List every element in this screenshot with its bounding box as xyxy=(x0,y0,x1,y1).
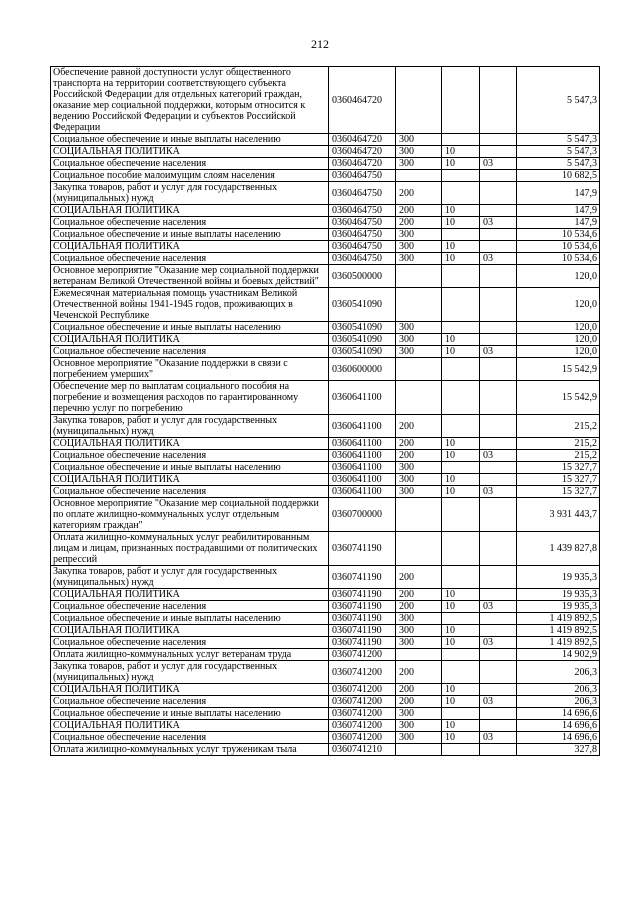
table-row xyxy=(51,158,600,170)
row-vr-cell: 300 xyxy=(396,229,442,241)
row-vr-cell: 200 xyxy=(396,205,442,217)
row-vr-cell: 200 xyxy=(396,601,442,613)
row-vr-cell: 300 xyxy=(396,613,442,625)
row-sum-cell: 1 419 892,5 xyxy=(517,637,600,649)
table-row xyxy=(51,486,600,498)
row-pr-cell: 03 xyxy=(480,253,517,265)
row-pr-cell xyxy=(480,415,517,438)
row-rz-cell xyxy=(442,649,480,661)
row-pr-cell xyxy=(480,498,517,532)
row-rz-cell xyxy=(442,744,480,756)
row-pr-cell xyxy=(480,649,517,661)
row-code-cell: 0360641100 xyxy=(329,438,396,450)
row-sum-cell: 15 542,9 xyxy=(517,358,600,381)
table-row xyxy=(51,532,600,566)
row-vr-cell: 300 xyxy=(396,486,442,498)
row-name-cell: СОЦИАЛЬНАЯ ПОЛИТИКА xyxy=(51,205,329,217)
row-pr-cell xyxy=(480,613,517,625)
row-sum-cell: 147,9 xyxy=(517,205,600,217)
row-code-cell: 0360641100 xyxy=(329,462,396,474)
row-sum-cell: 215,2 xyxy=(517,438,600,450)
row-code-cell: 0360641100 xyxy=(329,450,396,462)
row-name-cell: Закупка товаров, работ и услуг для государственных (муниципальных) нужд xyxy=(51,182,329,205)
row-rz-cell xyxy=(442,462,480,474)
row-name-cell: Социальное обеспечение населения xyxy=(51,637,329,649)
row-name-cell: Социальное обеспечение и иные выплаты населению xyxy=(51,708,329,720)
row-pr-cell xyxy=(480,474,517,486)
row-rz-cell xyxy=(442,358,480,381)
row-code-cell: 0360700000 xyxy=(329,498,396,532)
row-code-cell: 0360464750 xyxy=(329,229,396,241)
row-rz-cell: 10 xyxy=(442,217,480,229)
row-code-cell: 0360741200 xyxy=(329,720,396,732)
row-code-cell: 0360464750 xyxy=(329,205,396,217)
row-vr-cell xyxy=(396,265,442,288)
table-row xyxy=(51,253,600,265)
row-name-cell: Социальное обеспечение и иные выплаты населению xyxy=(51,613,329,625)
row-vr-cell: 300 xyxy=(396,720,442,732)
row-rz-cell: 10 xyxy=(442,625,480,637)
row-code-cell: 0360641100 xyxy=(329,381,396,415)
row-rz-cell xyxy=(442,67,480,134)
row-pr-cell: 03 xyxy=(480,346,517,358)
row-name-cell: Закупка товаров, работ и услуг для государственных (муниципальных) нужд xyxy=(51,566,329,589)
row-rz-cell xyxy=(442,381,480,415)
table-row xyxy=(51,566,600,589)
row-rz-cell xyxy=(442,322,480,334)
table-row xyxy=(51,334,600,346)
row-code-cell: 0360464720 xyxy=(329,134,396,146)
table-row xyxy=(51,613,600,625)
row-code-cell: 0360641100 xyxy=(329,474,396,486)
row-pr-cell xyxy=(480,358,517,381)
row-pr-cell xyxy=(480,288,517,322)
row-sum-cell: 147,9 xyxy=(517,217,600,229)
row-sum-cell: 3 931 443,7 xyxy=(517,498,600,532)
row-code-cell: 0360741200 xyxy=(329,708,396,720)
row-code-cell: 0360741200 xyxy=(329,661,396,684)
row-pr-cell xyxy=(480,182,517,205)
row-pr-cell xyxy=(480,205,517,217)
row-rz-cell xyxy=(442,498,480,532)
row-rz-cell: 10 xyxy=(442,486,480,498)
row-code-cell: 0360541090 xyxy=(329,288,396,322)
row-vr-cell: 300 xyxy=(396,346,442,358)
row-pr-cell xyxy=(480,322,517,334)
row-name-cell: Оплата жилищно-коммунальных услуг труженикам тыла xyxy=(51,744,329,756)
row-sum-cell: 120,0 xyxy=(517,322,600,334)
row-pr-cell xyxy=(480,241,517,253)
row-sum-cell: 120,0 xyxy=(517,265,600,288)
row-pr-cell xyxy=(480,265,517,288)
row-sum-cell: 206,3 xyxy=(517,696,600,708)
table-row xyxy=(51,732,600,744)
row-vr-cell: 300 xyxy=(396,732,442,744)
row-rz-cell: 10 xyxy=(442,637,480,649)
row-rz-cell: 10 xyxy=(442,696,480,708)
row-sum-cell: 1 419 892,5 xyxy=(517,625,600,637)
row-vr-cell xyxy=(396,532,442,566)
row-sum-cell: 19 935,3 xyxy=(517,566,600,589)
table-row xyxy=(51,381,600,415)
table-row xyxy=(51,322,600,334)
row-pr-cell xyxy=(480,708,517,720)
row-name-cell: Обеспечение мер по выплатам социального пособия на погребение и возмещения расходов по гарантированному перечню услуг по погребению xyxy=(51,381,329,415)
row-rz-cell xyxy=(442,265,480,288)
row-name-cell: СОЦИАЛЬНАЯ ПОЛИТИКА xyxy=(51,146,329,158)
table-row xyxy=(51,288,600,322)
row-pr-cell: 03 xyxy=(480,217,517,229)
row-name-cell: Социальное обеспечение и иные выплаты населению xyxy=(51,322,329,334)
row-sum-cell: 5 547,3 xyxy=(517,146,600,158)
row-name-cell: СОЦИАЛЬНАЯ ПОЛИТИКА xyxy=(51,589,329,601)
table-row xyxy=(51,720,600,732)
row-sum-cell: 120,0 xyxy=(517,346,600,358)
row-name-cell: СОЦИАЛЬНАЯ ПОЛИТИКА xyxy=(51,438,329,450)
row-code-cell: 0360741190 xyxy=(329,613,396,625)
row-pr-cell xyxy=(480,720,517,732)
row-sum-cell: 19 935,3 xyxy=(517,601,600,613)
row-name-cell: Оплата жилищно-коммунальных услуг реабилитированным лицам и лицам, признанных пострадавшими от политических репрессий xyxy=(51,532,329,566)
row-name-cell: Оплата жилищно-коммунальных услуг ветеранам труда xyxy=(51,649,329,661)
row-sum-cell: 15 542,9 xyxy=(517,381,600,415)
table-row xyxy=(51,170,600,182)
row-code-cell: 0360500000 xyxy=(329,265,396,288)
row-pr-cell xyxy=(480,661,517,684)
row-pr-cell xyxy=(480,67,517,134)
row-code-cell: 0360741200 xyxy=(329,732,396,744)
row-vr-cell: 200 xyxy=(396,450,442,462)
row-pr-cell: 03 xyxy=(480,732,517,744)
row-name-cell: Закупка товаров, работ и услуг для государственных (муниципальных) нужд xyxy=(51,661,329,684)
row-rz-cell xyxy=(442,566,480,589)
row-code-cell: 0360741190 xyxy=(329,637,396,649)
row-sum-cell: 120,0 xyxy=(517,334,600,346)
row-rz-cell: 10 xyxy=(442,732,480,744)
row-rz-cell xyxy=(442,708,480,720)
row-code-cell: 0360541090 xyxy=(329,322,396,334)
row-rz-cell: 10 xyxy=(442,684,480,696)
row-code-cell: 0360741190 xyxy=(329,625,396,637)
row-pr-cell xyxy=(480,625,517,637)
row-rz-cell: 10 xyxy=(442,253,480,265)
row-pr-cell xyxy=(480,134,517,146)
row-sum-cell: 1 419 892,5 xyxy=(517,613,600,625)
row-sum-cell: 15 327,7 xyxy=(517,486,600,498)
table-row xyxy=(51,67,600,134)
row-code-cell: 0360641100 xyxy=(329,415,396,438)
row-vr-cell: 200 xyxy=(396,684,442,696)
row-name-cell: Социальное обеспечение и иные выплаты населению xyxy=(51,229,329,241)
row-rz-cell xyxy=(442,661,480,684)
row-vr-cell: 300 xyxy=(396,134,442,146)
row-rz-cell xyxy=(442,182,480,205)
row-name-cell: СОЦИАЛЬНАЯ ПОЛИТИКА xyxy=(51,720,329,732)
row-name-cell: Социальное обеспечение и иные выплаты населению xyxy=(51,462,329,474)
row-sum-cell: 206,3 xyxy=(517,684,600,696)
page-number: 212 xyxy=(311,37,329,51)
table-row xyxy=(51,358,600,381)
row-code-cell: 0360741190 xyxy=(329,566,396,589)
row-name-cell: Социальное пособие малоимущим слоям населения xyxy=(51,170,329,182)
row-rz-cell: 10 xyxy=(442,589,480,601)
row-sum-cell: 19 935,3 xyxy=(517,589,600,601)
row-sum-cell: 10 534,6 xyxy=(517,253,600,265)
row-pr-cell xyxy=(480,229,517,241)
row-code-cell: 0360464750 xyxy=(329,241,396,253)
table-row xyxy=(51,229,600,241)
row-code-cell: 0360741190 xyxy=(329,589,396,601)
row-sum-cell: 1 439 827,8 xyxy=(517,532,600,566)
row-name-cell: СОЦИАЛЬНАЯ ПОЛИТИКА xyxy=(51,625,329,637)
row-pr-cell xyxy=(480,566,517,589)
row-pr-cell xyxy=(480,684,517,696)
row-vr-cell: 300 xyxy=(396,474,442,486)
table-row xyxy=(51,241,600,253)
row-name-cell: Социальное обеспечение населения xyxy=(51,601,329,613)
table-row xyxy=(51,684,600,696)
row-vr-cell: 300 xyxy=(396,146,442,158)
row-vr-cell: 300 xyxy=(396,462,442,474)
row-rz-cell xyxy=(442,288,480,322)
row-code-cell: 0360600000 xyxy=(329,358,396,381)
row-rz-cell: 10 xyxy=(442,438,480,450)
row-pr-cell xyxy=(480,334,517,346)
row-vr-cell xyxy=(396,649,442,661)
row-vr-cell: 200 xyxy=(396,438,442,450)
row-rz-cell: 10 xyxy=(442,720,480,732)
budget-table xyxy=(50,66,600,756)
table-row xyxy=(51,415,600,438)
table-row xyxy=(51,696,600,708)
row-sum-cell: 327,8 xyxy=(517,744,600,756)
row-name-cell: Социальное обеспечение населения xyxy=(51,732,329,744)
row-code-cell: 0360464750 xyxy=(329,170,396,182)
row-sum-cell: 10 534,6 xyxy=(517,241,600,253)
row-sum-cell: 215,2 xyxy=(517,415,600,438)
row-rz-cell: 10 xyxy=(442,346,480,358)
row-code-cell: 0360641100 xyxy=(329,486,396,498)
row-rz-cell: 10 xyxy=(442,450,480,462)
table-row xyxy=(51,625,600,637)
table-row xyxy=(51,474,600,486)
row-pr-cell: 03 xyxy=(480,158,517,170)
row-pr-cell xyxy=(480,146,517,158)
row-sum-cell: 14 696,6 xyxy=(517,720,600,732)
row-sum-cell: 120,0 xyxy=(517,288,600,322)
row-vr-cell xyxy=(396,744,442,756)
row-vr-cell xyxy=(396,67,442,134)
row-code-cell: 0360741200 xyxy=(329,696,396,708)
row-name-cell: СОЦИАЛЬНАЯ ПОЛИТИКА xyxy=(51,474,329,486)
row-vr-cell xyxy=(396,288,442,322)
table-row xyxy=(51,146,600,158)
row-code-cell: 0360464750 xyxy=(329,182,396,205)
table-row xyxy=(51,649,600,661)
row-vr-cell: 200 xyxy=(396,182,442,205)
row-name-cell: Социальное обеспечение населения xyxy=(51,450,329,462)
row-name-cell: Социальное обеспечение населения xyxy=(51,696,329,708)
row-sum-cell: 15 327,7 xyxy=(517,462,600,474)
row-vr-cell: 200 xyxy=(396,589,442,601)
row-vr-cell: 200 xyxy=(396,696,442,708)
row-vr-cell: 200 xyxy=(396,415,442,438)
row-rz-cell xyxy=(442,532,480,566)
table-row xyxy=(51,601,600,613)
table-row xyxy=(51,346,600,358)
row-name-cell: Социальное обеспечение населения xyxy=(51,486,329,498)
row-vr-cell: 300 xyxy=(396,637,442,649)
row-code-cell: 0360741200 xyxy=(329,649,396,661)
row-name-cell: СОЦИАЛЬНАЯ ПОЛИТИКА xyxy=(51,241,329,253)
row-name-cell: Ежемесячная материальная помощь участникам Великой Отечественной войны 1941-1945 годов, проживающих в Чеченской Республике xyxy=(51,288,329,322)
row-rz-cell: 10 xyxy=(442,241,480,253)
row-name-cell: Социальное обеспечение населения xyxy=(51,158,329,170)
row-rz-cell: 10 xyxy=(442,474,480,486)
row-vr-cell xyxy=(396,170,442,182)
row-code-cell: 0360741190 xyxy=(329,601,396,613)
row-name-cell: Социальное обеспечение населения xyxy=(51,346,329,358)
row-sum-cell: 10 534,6 xyxy=(517,229,600,241)
row-name-cell: Закупка товаров, работ и услуг для государственных (муниципальных) нужд xyxy=(51,415,329,438)
row-name-cell: СОЦИАЛЬНАЯ ПОЛИТИКА xyxy=(51,334,329,346)
row-name-cell: Основное мероприятие "Оказание мер социальной поддержки ветеранам Великой Отечественной войны и боевых действий" xyxy=(51,265,329,288)
row-sum-cell: 10 682,5 xyxy=(517,170,600,182)
table-row xyxy=(51,205,600,217)
table-row xyxy=(51,450,600,462)
row-vr-cell xyxy=(396,358,442,381)
row-code-cell: 0360741210 xyxy=(329,744,396,756)
row-code-cell: 0360464750 xyxy=(329,217,396,229)
row-pr-cell xyxy=(480,381,517,415)
row-name-cell: Основное мероприятие "Оказание поддержки в связи с погребением умерших" xyxy=(51,358,329,381)
row-vr-cell: 200 xyxy=(396,566,442,589)
row-name-cell: Социальное обеспечение и иные выплаты населению xyxy=(51,134,329,146)
row-rz-cell xyxy=(442,415,480,438)
row-code-cell: 0360541090 xyxy=(329,334,396,346)
row-sum-cell: 5 547,3 xyxy=(517,67,600,134)
row-code-cell: 0360464720 xyxy=(329,67,396,134)
row-rz-cell: 10 xyxy=(442,158,480,170)
row-code-cell: 0360464720 xyxy=(329,146,396,158)
row-rz-cell xyxy=(442,134,480,146)
row-vr-cell: 300 xyxy=(396,334,442,346)
row-name-cell: Основное мероприятие "Оказание мер социальной поддержки по оплате жилищно-коммунальных услуг отдельным категориям граждан" xyxy=(51,498,329,532)
row-vr-cell: 300 xyxy=(396,158,442,170)
row-rz-cell: 10 xyxy=(442,146,480,158)
table-row xyxy=(51,498,600,532)
row-code-cell: 0360464720 xyxy=(329,158,396,170)
row-code-cell: 0360464750 xyxy=(329,253,396,265)
row-sum-cell: 147,9 xyxy=(517,182,600,205)
row-vr-cell xyxy=(396,498,442,532)
row-sum-cell: 14 696,6 xyxy=(517,732,600,744)
row-pr-cell xyxy=(480,462,517,474)
table-row xyxy=(51,637,600,649)
row-pr-cell xyxy=(480,438,517,450)
row-vr-cell: 300 xyxy=(396,241,442,253)
row-sum-cell: 5 547,3 xyxy=(517,158,600,170)
row-vr-cell: 300 xyxy=(396,253,442,265)
budget-table-body xyxy=(51,67,600,756)
row-rz-cell: 10 xyxy=(442,205,480,217)
row-pr-cell xyxy=(480,532,517,566)
row-pr-cell: 03 xyxy=(480,637,517,649)
row-sum-cell: 215,2 xyxy=(517,450,600,462)
table-row xyxy=(51,661,600,684)
row-pr-cell xyxy=(480,589,517,601)
row-sum-cell: 14 902,9 xyxy=(517,649,600,661)
row-code-cell: 0360741200 xyxy=(329,684,396,696)
row-pr-cell: 03 xyxy=(480,450,517,462)
table-row xyxy=(51,217,600,229)
row-rz-cell: 10 xyxy=(442,601,480,613)
row-name-cell: СОЦИАЛЬНАЯ ПОЛИТИКА xyxy=(51,684,329,696)
row-pr-cell: 03 xyxy=(480,601,517,613)
row-rz-cell xyxy=(442,170,480,182)
row-pr-cell: 03 xyxy=(480,486,517,498)
row-vr-cell: 300 xyxy=(396,625,442,637)
row-vr-cell xyxy=(396,381,442,415)
table-row xyxy=(51,134,600,146)
row-vr-cell: 200 xyxy=(396,217,442,229)
table-row xyxy=(51,438,600,450)
row-pr-cell xyxy=(480,744,517,756)
row-sum-cell: 15 327,7 xyxy=(517,474,600,486)
row-vr-cell: 200 xyxy=(396,661,442,684)
table-row xyxy=(51,589,600,601)
row-code-cell: 0360741190 xyxy=(329,532,396,566)
table-row xyxy=(51,265,600,288)
row-name-cell: Обеспечение равной доступности услуг общественного транспорта на территории соответствующего субъекта Российской Федерации для отдельных категорий граждан, оказание мер социальной поддержки, которым относится к ведению Российской Федерации и субъектов Российской Федерации xyxy=(51,67,329,134)
table-row xyxy=(51,744,600,756)
row-code-cell: 0360541090 xyxy=(329,346,396,358)
row-rz-cell: 10 xyxy=(442,334,480,346)
table-row xyxy=(51,462,600,474)
row-sum-cell: 14 696,6 xyxy=(517,708,600,720)
table-row xyxy=(51,708,600,720)
row-vr-cell: 300 xyxy=(396,708,442,720)
row-sum-cell: 206,3 xyxy=(517,661,600,684)
row-rz-cell xyxy=(442,229,480,241)
row-pr-cell: 03 xyxy=(480,696,517,708)
row-rz-cell xyxy=(442,613,480,625)
row-name-cell: Социальное обеспечение населения xyxy=(51,253,329,265)
table-row xyxy=(51,182,600,205)
row-sum-cell: 5 547,3 xyxy=(517,134,600,146)
row-name-cell: Социальное обеспечение населения xyxy=(51,217,329,229)
row-vr-cell: 300 xyxy=(396,322,442,334)
row-pr-cell xyxy=(480,170,517,182)
